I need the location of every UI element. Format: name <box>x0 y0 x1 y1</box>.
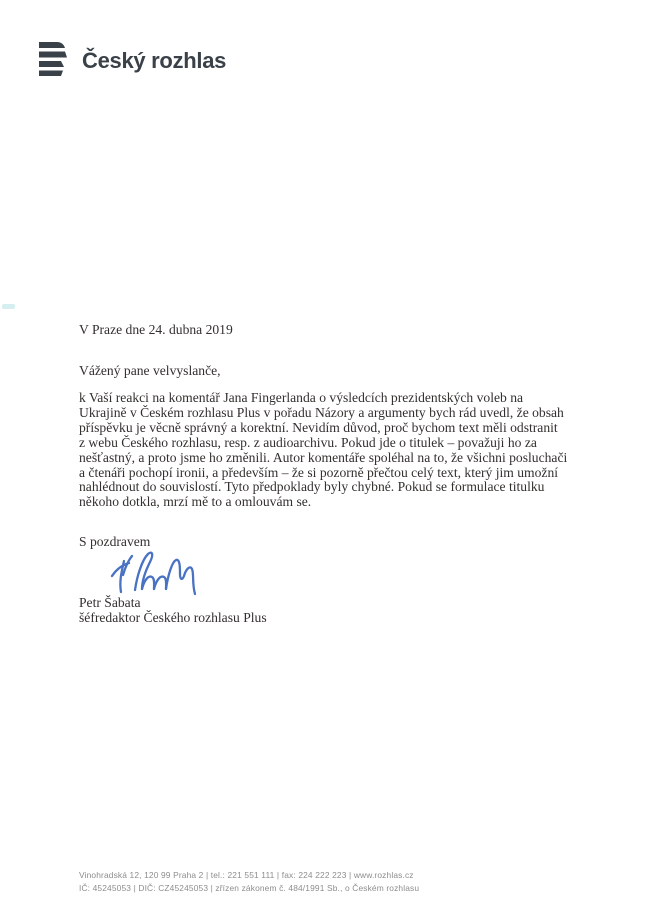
signer-name: Petr Šabata <box>79 595 141 610</box>
brand-wordmark: Český rozhlas <box>82 48 227 73</box>
body-line: a čtenáři pochopí ironii, a především – že si pozorně přečtou celý text, který jim umožní <box>79 464 559 480</box>
body-line: Ukrajině v Českém rozhlasu Plus v pořadu Názory a argumenty bych rád uvedl, že obsah <box>79 404 564 420</box>
letterhead-footer <box>79 869 419 894</box>
body-line: z webu Českého rozhlasu, resp. z audioarchivu. Pokud jde o titulek – považuji ho za <box>79 434 537 450</box>
body-line: někoho dotkla, mrzí mě to a omlouvám se. <box>79 494 312 510</box>
footer-registration-line: IČ: 45245053 | DIČ: CZ45245053 | zřízen zákonem č. 484/1991 Sb., o Českém rozhlasu <box>79 882 420 893</box>
body-line: nahlédnout do souvislostí. Tyto předpoklady byly chybné. Pokud se formulace titulku <box>79 479 545 495</box>
footer-address-line: Vinohradská 12, 120 99 Praha 2 | tel.: 221 551 111 | fax: 224 222 223 | www.rozhlas.cz <box>79 870 414 880</box>
body-line: k Vaší reakci na komentář Jana Fingerlanda o výsledcích prezidentských voleb na <box>79 390 524 405</box>
scan-fold-mark <box>2 304 15 309</box>
signer-title: šéfredaktor Českého rozhlasu Plus <box>79 610 267 625</box>
dateline: V Praze dne 24. dubna 2019 <box>79 322 233 337</box>
body-line: nešťastný, a proto jsme ho změnili. Autor komentáře spoléhal na to, že všichni posluchači <box>79 449 568 465</box>
cesky-rozhlas-logo-icon <box>38 42 70 76</box>
closing: S pozdravem <box>79 534 151 549</box>
body-line: příspěvku je věcně správný a korektní. Nevidím důvod, proč bychom text měli odstranit <box>79 419 558 435</box>
letter-body <box>79 391 589 510</box>
brand-header <box>38 42 226 76</box>
handwritten-signature <box>102 548 197 600</box>
salutation: Vážený pane velvyslanče, <box>79 363 221 378</box>
